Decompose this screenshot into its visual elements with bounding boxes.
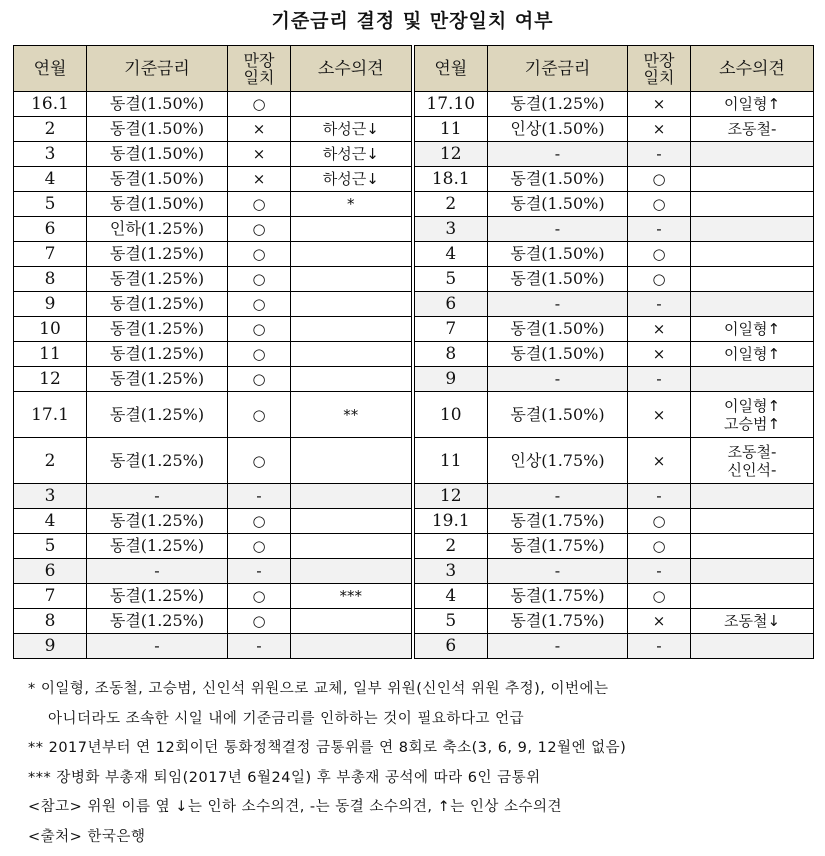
dissent-cell: [691, 242, 814, 267]
rate-cell: 동결(1.25%): [87, 534, 228, 559]
unanimous-cell: ×: [628, 117, 691, 142]
table-row: [14, 292, 814, 317]
month-cell: 2: [413, 534, 488, 559]
rate-cell: 동결(1.50%): [488, 342, 628, 367]
unanimous-cell: ×: [228, 142, 291, 167]
dissent-cell: [291, 92, 413, 117]
rate-cell: 동결(1.50%): [87, 117, 228, 142]
dissent-member: **: [343, 405, 359, 424]
table-row: [14, 142, 814, 167]
footnote-line: * 이일형, 조동철, 고승범, 신인석 위원으로 교체, 일부 위원(신인석 위원 추정), 이번에는: [28, 681, 609, 697]
dissent-member: 조동철↓: [723, 612, 781, 630]
month-cell: 17.10: [413, 92, 488, 117]
dissent-cell: [691, 509, 814, 534]
footnote-line: 아니더라도 조속한 시일 내에 기준금리를 인하하는 것이 필요하다고 언급: [48, 710, 525, 727]
rate-cell: 동결(1.25%): [87, 242, 228, 267]
month-cell: 4: [413, 242, 488, 267]
month-cell: 4: [14, 167, 87, 192]
table-row: [14, 92, 814, 117]
unanimous-cell: -: [628, 217, 691, 242]
rate-cell: 동결(1.50%): [488, 192, 628, 217]
month-cell: 2: [14, 117, 87, 142]
unanimous-cell: ○: [628, 509, 691, 534]
unanimous-cell: ○: [628, 192, 691, 217]
unanimous-cell: -: [628, 484, 691, 509]
dissent-cell: [691, 292, 814, 317]
dissent-cell: [691, 192, 814, 217]
unanimous-cell: ○: [228, 534, 291, 559]
month-cell: 8: [413, 342, 488, 367]
rate-cell: -: [488, 292, 628, 317]
unanimous-cell: ○: [228, 438, 291, 484]
rate-cell: -: [87, 559, 228, 584]
table-row: [14, 484, 814, 509]
dissent-cell: [691, 117, 814, 142]
rate-cell: 동결(1.50%): [488, 392, 628, 438]
header-month: 연월: [14, 46, 87, 92]
dissent-member: 하성근↓: [322, 170, 379, 188]
dissent-member: 하성근↓: [322, 120, 379, 138]
table-row: [14, 438, 814, 484]
month-cell: 18.1: [413, 167, 488, 192]
unanimous-cell: ○: [628, 534, 691, 559]
month-cell: 3: [14, 142, 87, 167]
rate-cell: 동결(1.50%): [87, 167, 228, 192]
dissent-member: *: [347, 195, 355, 213]
header-unanimous: [228, 46, 291, 92]
dissent-member: 이일형↑: [723, 95, 781, 113]
dissent-cell: [291, 217, 413, 242]
unanimous-cell: ○: [628, 242, 691, 267]
unanimous-cell: ×: [628, 92, 691, 117]
header-unanimous-line2: 일치: [643, 67, 675, 87]
rate-cell: 동결(1.50%): [488, 267, 628, 292]
header-unanimous-line2: 일치: [243, 67, 275, 87]
rate-cell: 인상(1.50%): [488, 117, 628, 142]
table-row: [14, 317, 814, 342]
table-row: [14, 634, 814, 659]
dissent-member: 고승범↑: [723, 414, 781, 433]
dissent-cell: [691, 634, 814, 659]
unanimous-cell: ×: [628, 317, 691, 342]
dissent-cell: [291, 342, 413, 367]
rate-cell: 동결(1.25%): [87, 609, 228, 634]
dissent-member: 조동철-: [727, 442, 777, 461]
rate-cell: 동결(1.75%): [488, 534, 628, 559]
rate-cell: -: [488, 142, 628, 167]
month-cell: 4: [14, 509, 87, 534]
dissent-cell: [291, 634, 413, 659]
unanimous-cell: ○: [228, 392, 291, 438]
month-cell: 6: [14, 217, 87, 242]
rate-cell: 동결(1.50%): [87, 142, 228, 167]
month-cell: 2: [413, 192, 488, 217]
unanimous-cell: ×: [628, 342, 691, 367]
unanimous-cell: -: [228, 559, 291, 584]
unanimous-cell: ○: [228, 584, 291, 609]
dissent-cell: [691, 534, 814, 559]
unanimous-cell: ○: [228, 317, 291, 342]
rate-cell: 동결(1.25%): [87, 438, 228, 484]
dissent-cell: [291, 142, 413, 167]
unanimous-cell: ×: [628, 392, 691, 438]
header-row: [14, 46, 814, 92]
header-unanimous-line1: 만장: [243, 50, 275, 70]
unanimous-cell: -: [628, 142, 691, 167]
dissent-cell: [691, 559, 814, 584]
dissent-cell: [691, 167, 814, 192]
rate-decision-table: [13, 45, 814, 659]
month-cell: 12: [14, 367, 87, 392]
dissent-cell: [291, 509, 413, 534]
unanimous-cell: -: [628, 367, 691, 392]
month-cell: 5: [413, 609, 488, 634]
rate-cell: 동결(1.50%): [488, 242, 628, 267]
dissent-cell: [291, 267, 413, 292]
table-row: [14, 559, 814, 584]
table-row: [14, 584, 814, 609]
unanimous-cell: ○: [228, 367, 291, 392]
month-cell: 4: [413, 584, 488, 609]
month-cell: 7: [14, 584, 87, 609]
unanimous-cell: ○: [228, 242, 291, 267]
unanimous-cell: -: [228, 484, 291, 509]
header-dissent: 소수의견: [291, 46, 413, 92]
header-dissent: 소수의견: [691, 46, 814, 92]
unanimous-cell: ○: [228, 609, 291, 634]
month-cell: 2: [14, 438, 87, 484]
unanimous-cell: -: [628, 292, 691, 317]
header-rate: 기준금리: [488, 46, 628, 92]
dissent-cell: [691, 584, 814, 609]
rate-cell: -: [488, 367, 628, 392]
rate-cell: 동결(1.25%): [87, 584, 228, 609]
dissent-cell: [291, 484, 413, 509]
dissent-cell: [691, 438, 814, 484]
dissent-cell: [291, 392, 413, 438]
dissent-cell: [691, 267, 814, 292]
month-cell: 10: [14, 317, 87, 342]
dissent-cell: [691, 142, 814, 167]
header-unanimous-line1: 만장: [643, 50, 675, 70]
rate-cell: 동결(1.25%): [87, 392, 228, 438]
header-unanimous: [628, 46, 691, 92]
rate-cell: 동결(1.25%): [87, 367, 228, 392]
dissent-cell: [291, 367, 413, 392]
rate-cell: 동결(1.25%): [488, 92, 628, 117]
header-rate: 기준금리: [87, 46, 228, 92]
month-cell: 6: [413, 292, 488, 317]
rate-cell: 동결(1.50%): [87, 92, 228, 117]
unanimous-cell: -: [228, 634, 291, 659]
month-cell: 5: [14, 192, 87, 217]
page-title: 기준금리 결정 및 만장일치 여부: [271, 10, 554, 32]
table-row: [14, 509, 814, 534]
table-row: [14, 217, 814, 242]
rate-cell: 동결(1.25%): [87, 267, 228, 292]
unanimous-cell: ×: [628, 438, 691, 484]
unanimous-cell: ○: [228, 292, 291, 317]
footnote-line: ** 2017년부터 연 12회이던 통화정책결정 금통위를 연 8회로 축소(3, 6, 9, 12월엔 없음): [28, 740, 627, 756]
dissent-cell: [691, 92, 814, 117]
footnote-line: <출처> 한국은행: [28, 828, 146, 845]
month-cell: 8: [14, 267, 87, 292]
dissent-cell: [291, 192, 413, 217]
rate-cell: -: [488, 217, 628, 242]
month-cell: 6: [14, 559, 87, 584]
month-cell: 19.1: [413, 509, 488, 534]
month-cell: 3: [14, 484, 87, 509]
month-cell: 17.1: [14, 392, 87, 438]
rate-cell: 인상(1.75%): [488, 438, 628, 484]
dissent-cell: [291, 559, 413, 584]
table-row: [14, 167, 814, 192]
rate-cell: 동결(1.50%): [488, 317, 628, 342]
dissent-cell: [291, 317, 413, 342]
rate-cell: -: [488, 559, 628, 584]
dissent-cell: [691, 342, 814, 367]
dissent-cell: [691, 217, 814, 242]
rate-cell: 동결(1.25%): [87, 317, 228, 342]
table-row: [14, 609, 814, 634]
table-row: [14, 192, 814, 217]
unanimous-cell: -: [628, 634, 691, 659]
dissent-cell: [691, 317, 814, 342]
month-cell: 12: [413, 142, 488, 167]
month-cell: 6: [413, 634, 488, 659]
month-cell: 9: [14, 634, 87, 659]
month-cell: 3: [413, 217, 488, 242]
unanimous-cell: ×: [228, 117, 291, 142]
rate-cell: 동결(1.50%): [87, 192, 228, 217]
dissent-member: 조동철-: [727, 120, 777, 138]
unanimous-cell: -: [628, 559, 691, 584]
unanimous-cell: ○: [228, 192, 291, 217]
rate-cell: 동결(1.25%): [87, 292, 228, 317]
table-row: [14, 117, 814, 142]
unanimous-cell: ○: [628, 267, 691, 292]
month-cell: 7: [14, 242, 87, 267]
month-cell: 16.1: [14, 92, 87, 117]
dissent-cell: [291, 584, 413, 609]
table-row: [14, 267, 814, 292]
table-row: [14, 242, 814, 267]
dissent-cell: [691, 484, 814, 509]
table-row: [14, 534, 814, 559]
unanimous-cell: ×: [628, 609, 691, 634]
rate-cell: 동결(1.25%): [87, 509, 228, 534]
rate-cell: 동결(1.75%): [488, 509, 628, 534]
dissent-cell: [291, 167, 413, 192]
dissent-member: ***: [339, 587, 362, 605]
unanimous-cell: ○: [228, 342, 291, 367]
month-cell: 5: [413, 267, 488, 292]
rate-cell: -: [488, 634, 628, 659]
rate-cell: -: [87, 484, 228, 509]
dissent-cell: [291, 242, 413, 267]
dissent-cell: [291, 117, 413, 142]
footnote-line: *** 장병화 부총재 퇴임(2017년 6월24일) 후 부총재 공석에 따라 6인 금통위: [28, 769, 541, 786]
dissent-cell: [291, 609, 413, 634]
dissent-member: 이일형↑: [723, 345, 781, 363]
rate-cell: 동결(1.50%): [488, 167, 628, 192]
month-cell: 11: [413, 117, 488, 142]
month-cell: 11: [14, 342, 87, 367]
dissent-cell: [691, 392, 814, 438]
unanimous-cell: ○: [228, 509, 291, 534]
rate-cell: -: [87, 634, 228, 659]
unanimous-cell: ○: [628, 167, 691, 192]
table-row: [14, 367, 814, 392]
unanimous-cell: ○: [628, 584, 691, 609]
rate-cell: 동결(1.75%): [488, 609, 628, 634]
unanimous-cell: ×: [228, 167, 291, 192]
dissent-cell: [291, 438, 413, 484]
dissent-member: 이일형↑: [723, 396, 781, 415]
header-month: 연월: [413, 46, 488, 92]
dissent-cell: [691, 367, 814, 392]
dissent-cell: [291, 292, 413, 317]
month-cell: 12: [413, 484, 488, 509]
month-cell: 9: [413, 367, 488, 392]
rate-cell: -: [488, 484, 628, 509]
footnote-line: <참고> 위원 이름 옆 ↓는 인하 소수의견, -는 동결 소수의견, ↑는 인상 소수의견: [28, 799, 563, 815]
rate-cell: 인하(1.25%): [87, 217, 228, 242]
month-cell: 5: [14, 534, 87, 559]
dissent-member: 이일형↑: [723, 320, 781, 338]
month-cell: 9: [14, 292, 87, 317]
dissent-cell: [291, 534, 413, 559]
month-cell: 10: [413, 392, 488, 438]
rate-cell: 동결(1.25%): [87, 342, 228, 367]
dissent-member: 신인석-: [727, 460, 777, 479]
table-row: [14, 342, 814, 367]
unanimous-cell: ○: [228, 92, 291, 117]
rate-cell: 동결(1.75%): [488, 584, 628, 609]
month-cell: 8: [14, 609, 87, 634]
month-cell: 7: [413, 317, 488, 342]
month-cell: 11: [413, 438, 488, 484]
month-cell: 3: [413, 559, 488, 584]
unanimous-cell: ○: [228, 267, 291, 292]
footnotes: [28, 675, 818, 852]
unanimous-cell: ○: [228, 217, 291, 242]
table-row: [14, 392, 814, 438]
dissent-cell: [691, 609, 814, 634]
dissent-member: 하성근↓: [322, 145, 379, 163]
